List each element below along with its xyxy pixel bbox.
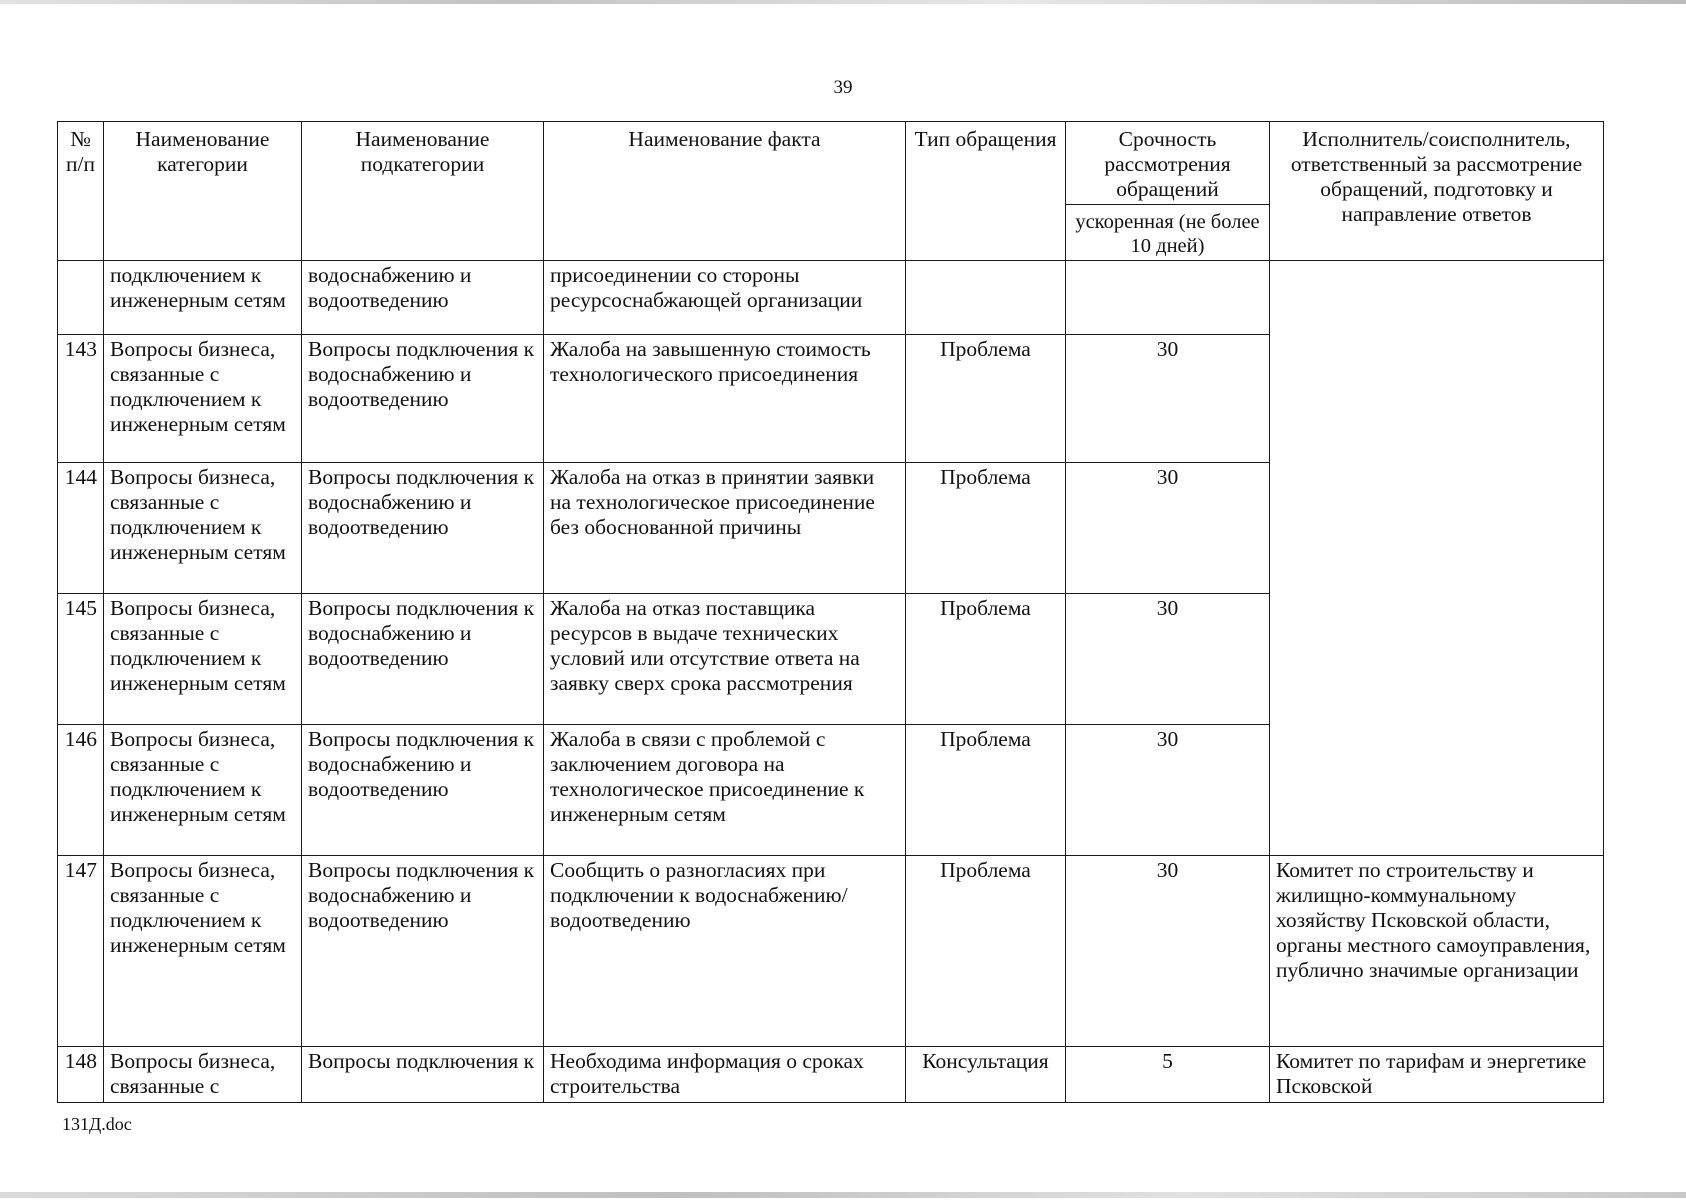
header-urgency-accelerated: ускоренная (не более 10 дней): [1066, 205, 1270, 261]
footer-file-name: 131Д.doc: [62, 1114, 132, 1134]
table-row: [58, 1047, 1604, 1103]
cell-type: Проблема: [906, 594, 1066, 725]
executor-line: органы местного самоуправления,: [1276, 933, 1591, 957]
scan-edge-top: [0, 0, 1686, 4]
cell-num: 144: [58, 463, 104, 594]
executor-line: Комитет по строительству и жилищно-коммунальному хозяйству Псковской области,: [1276, 858, 1551, 932]
header-executor: Исполнитель/соисполнитель, ответственный за рассмотрение обращений, подготовку и направление ответов: [1270, 122, 1604, 261]
cell-num: 145: [58, 594, 104, 725]
cell-executor: [1270, 856, 1604, 1047]
cell-category: Вопросы бизнеса, связанные с подключением к инженерным сетям: [104, 463, 302, 594]
cell-fact: Жалоба в связи с проблемой с заключением договора на технологическое присоединение к инженерным сетям: [544, 725, 906, 856]
cell-type: Проблема: [906, 725, 1066, 856]
executor-line: Комитет по тарифам и энергетике Псковской: [1276, 1049, 1587, 1098]
header-fact: Наименование факта: [544, 122, 906, 261]
cell-category: Вопросы бизнеса, связанные с подключением к инженерным сетям: [104, 856, 302, 1047]
cell-subcategory: Вопросы подключения к водоснабжению и водоотведению: [302, 725, 544, 856]
cell-subcategory: Вопросы подключения к водоснабжению и водоотведению: [302, 335, 544, 463]
header-num: № п/п: [58, 122, 104, 261]
cell-days: 5: [1066, 1047, 1270, 1103]
cell-subcategory: Вопросы подключения к водоснабжению и водоотведению: [302, 856, 544, 1047]
cell-type: Консультация: [906, 1047, 1066, 1103]
cell-fact: Жалоба на отказ в принятии заявки на технологическое присоединение без обоснованной причины: [544, 463, 906, 594]
cell-num: [58, 261, 104, 335]
cell-executor: [1270, 1047, 1604, 1103]
cell-num: 147: [58, 856, 104, 1047]
cell-fact: Необходима информация о сроках строительства: [544, 1047, 906, 1103]
header-type: Тип обращения: [906, 122, 1066, 261]
cell-num: 143: [58, 335, 104, 463]
cell-subcategory: Вопросы подключения к: [302, 1047, 544, 1103]
cell-type: Проблема: [906, 463, 1066, 594]
cell-category: Вопросы бизнеса, связанные с подключением к инженерным сетям: [104, 725, 302, 856]
page-number: 39: [833, 77, 853, 98]
cell-fact: Жалоба на отказ поставщика ресурсов в выдаче технических условий или отсутствие ответа на заявку сверх срока рассмотрения: [544, 594, 906, 725]
header-subcategory: Наименование подкатегории: [302, 122, 544, 261]
cell-fact: Сообщить о разногласиях при подключении к водоснабжению/водоотведению: [544, 856, 906, 1047]
cell-days: 30: [1066, 594, 1270, 725]
header-urgency: Срочность рассмотрения обращений: [1066, 122, 1270, 205]
cell-category: Вопросы бизнеса, связанные с подключением к инженерным сетям: [104, 594, 302, 725]
appeals-registry-table: [57, 121, 1604, 1103]
header-category: Наименование категории: [104, 122, 302, 261]
cell-days: 30: [1066, 463, 1270, 594]
cell-subcategory: Вопросы подключения к водоснабжению и водоотведению: [302, 463, 544, 594]
cell-executor-merged: [1270, 261, 1604, 856]
cell-fact: Жалоба на завышенную стоимость технологического присоединения: [544, 335, 906, 463]
cell-days: 30: [1066, 856, 1270, 1047]
cell-category: Вопросы бизнеса, связанные с подключением к инженерным сетям: [104, 335, 302, 463]
header-row: [58, 122, 1604, 205]
cell-fact: присоединении со стороны ресурсоснабжающей организации: [544, 261, 906, 335]
cell-days: 30: [1066, 725, 1270, 856]
cell-days: 30: [1066, 335, 1270, 463]
cell-num: 148: [58, 1047, 104, 1103]
cell-subcategory: Вопросы подключения к водоснабжению и водоотведению: [302, 594, 544, 725]
cell-type: Проблема: [906, 335, 1066, 463]
cell-category: Вопросы бизнеса, связанные с: [104, 1047, 302, 1103]
cell-category: подключением к инженерным сетям: [104, 261, 302, 335]
cell-type: [906, 261, 1066, 335]
cell-subcategory: водоснабжению и водоотведению: [302, 261, 544, 335]
table-row-continued: [58, 261, 1604, 335]
cell-type: Проблема: [906, 856, 1066, 1047]
table-row: [58, 856, 1604, 1047]
cell-num: 146: [58, 725, 104, 856]
scan-edge-bottom: [0, 1192, 1686, 1198]
cell-days: [1066, 261, 1270, 335]
executor-line: публично значимые организации: [1276, 958, 1579, 982]
